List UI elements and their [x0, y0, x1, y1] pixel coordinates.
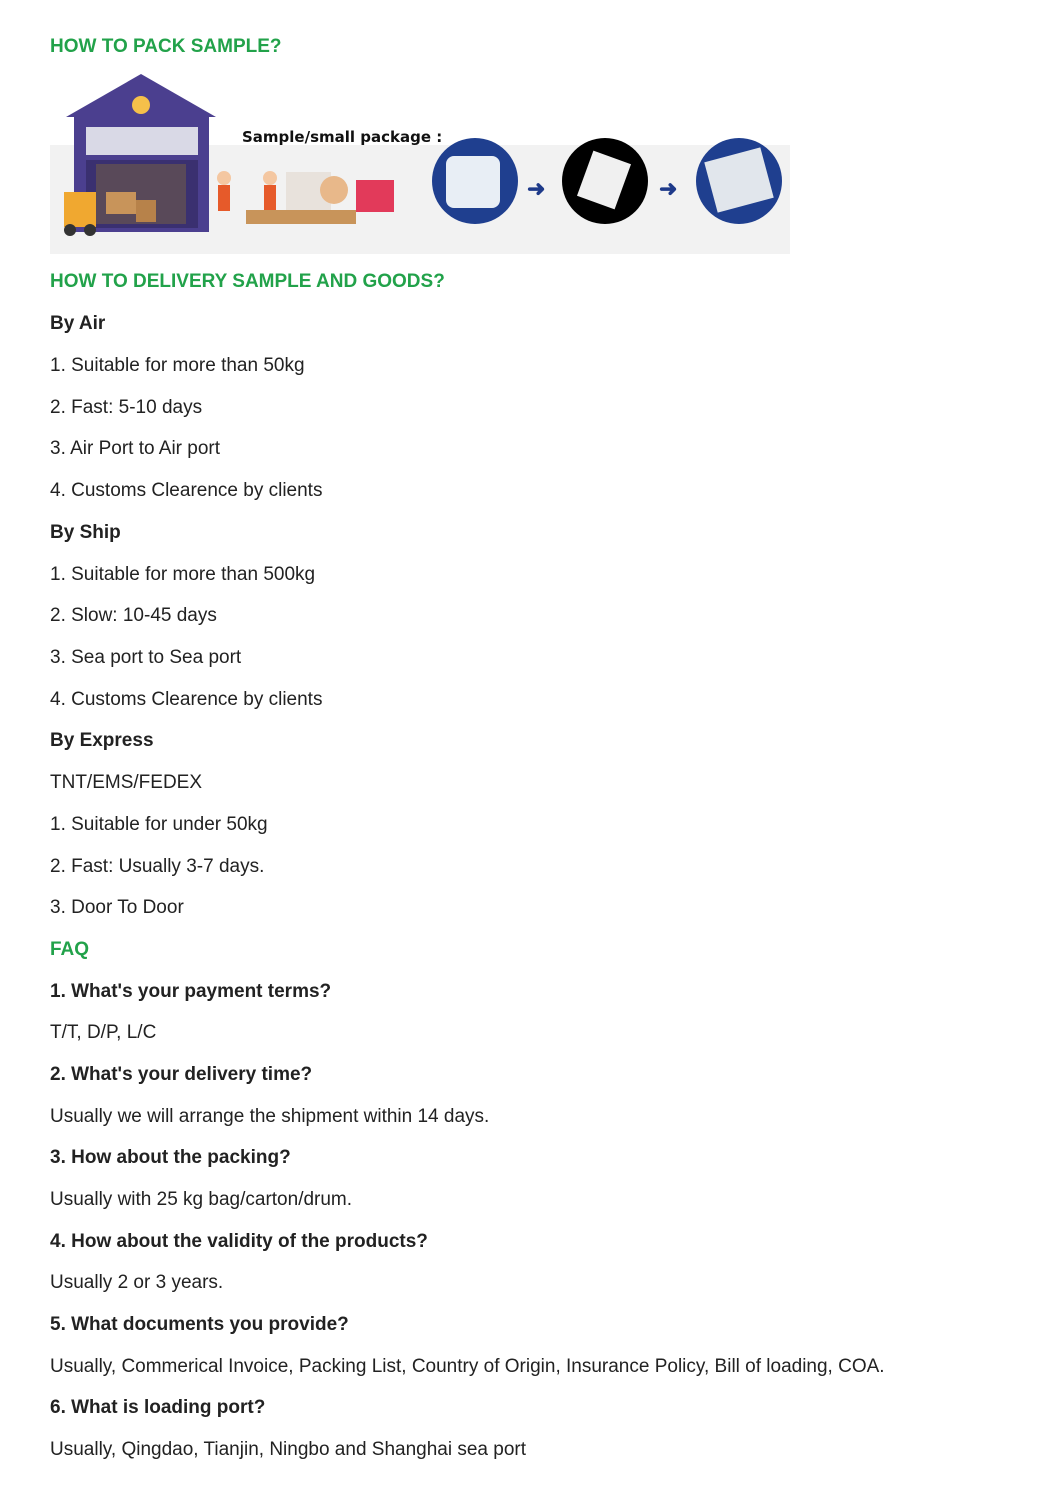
faq-question: 4. How about the validity of the products? [50, 1231, 428, 1252]
air-item: 1. Suitable for more than 50kg [50, 355, 305, 376]
delivery-heading: HOW TO DELIVERY SAMPLE AND GOODS? [50, 271, 445, 292]
faq-question: 3. How about the packing? [50, 1147, 291, 1168]
ship-item: 2. Slow: 10-45 days [50, 605, 217, 626]
faq-question: 5. What documents you provide? [50, 1314, 349, 1335]
bag-step-1-icon [432, 138, 518, 224]
packing-banner [50, 72, 790, 254]
arrow-icon: ➜ [659, 176, 678, 201]
express-carriers: TNT/EMS/FEDEX [50, 772, 203, 793]
express-item: 3. Door To Door [50, 897, 184, 918]
warehouse-illustration [56, 72, 406, 237]
faq-answer: Usually 2 or 3 years. [50, 1272, 224, 1293]
ship-item: 3. Sea port to Sea port [50, 647, 242, 668]
faq-answer: Usually with 25 kg bag/carton/drum. [50, 1189, 353, 1210]
faq-question: 1. What's your payment terms? [50, 981, 332, 1002]
air-item: 4. Customs Clearence by clients [50, 480, 323, 501]
ship-item: 1. Suitable for more than 500kg [50, 564, 316, 585]
faq-heading: FAQ [50, 939, 90, 960]
air-item: 2. Fast: 5-10 days [50, 397, 203, 418]
faq-question: 2. What's your delivery time? [50, 1064, 313, 1085]
faq-answer: T/T, D/P, L/C [50, 1022, 157, 1043]
banner-label: Sample/small package : [242, 128, 443, 146]
ship-title: By Ship [50, 522, 121, 543]
pack-heading: HOW TO PACK SAMPLE? [50, 36, 282, 57]
express-item: 1. Suitable for under 50kg [50, 814, 268, 835]
faq-answer: Usually, Commerical Invoice, Packing List, Country of Origin, Insurance Policy, Bill of loading, COA. [50, 1356, 885, 1377]
air-title: By Air [50, 313, 106, 334]
air-item: 3. Air Port to Air port [50, 438, 221, 459]
faq-answer: Usually we will arrange the shipment within 14 days. [50, 1106, 490, 1127]
bag-step-2-icon [562, 138, 648, 224]
arrow-icon: ➜ [527, 176, 546, 201]
faq-question: 6. What is loading port? [50, 1397, 266, 1418]
express-item: 2. Fast: Usually 3-7 days. [50, 856, 265, 877]
express-title: By Express [50, 730, 154, 751]
ship-item: 4. Customs Clearence by clients [50, 689, 323, 710]
bag-step-3-icon [696, 138, 782, 224]
faq-answer: Usually, Qingdao, Tianjin, Ningbo and Shanghai sea port [50, 1439, 527, 1460]
